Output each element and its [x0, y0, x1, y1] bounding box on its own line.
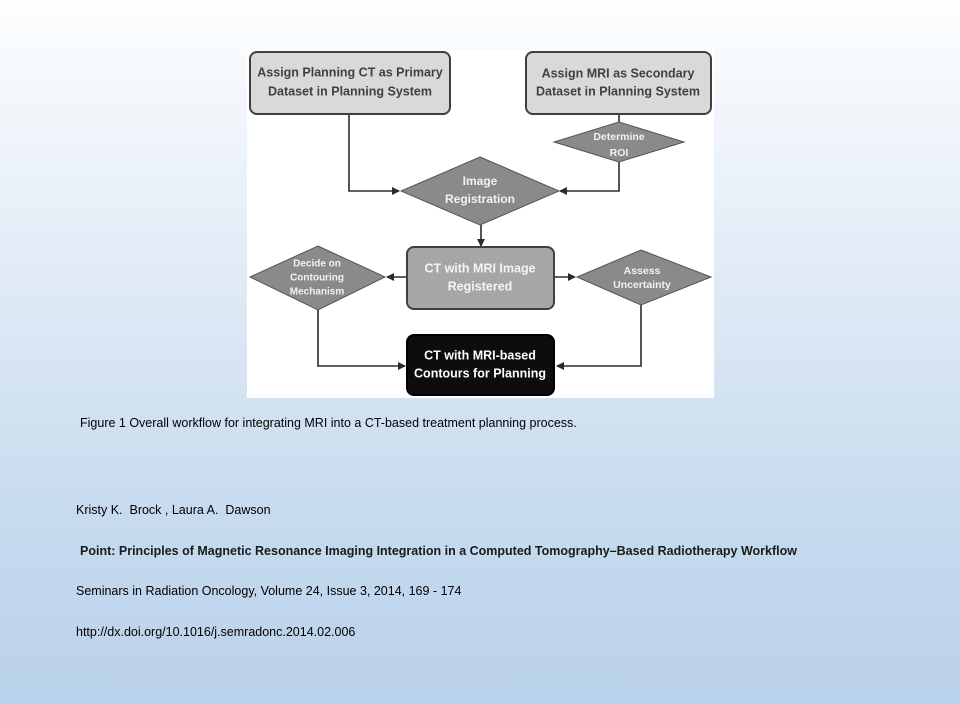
assess-uncertainty-decision	[577, 250, 711, 305]
svg-text:Determine: Determine	[593, 130, 645, 143]
svg-text:Assign MRI as Secondary: Assign MRI as Secondary	[541, 66, 695, 81]
workflow-figure	[247, 50, 714, 398]
svg-text:Registered: Registered	[447, 279, 513, 294]
image-registration-decision	[401, 157, 559, 225]
svg-text:Mechanism: Mechanism	[289, 286, 345, 298]
article-title: Point: Principles of Magnetic Resonance Imaging Integration in a Computed Tomography–Based Radiotherapy Workflow	[80, 544, 797, 558]
svg-text:Assess: Assess	[623, 264, 661, 277]
secondary-dataset-box	[526, 52, 711, 114]
authors: Kristy K. Brock , Laura A. Dawson	[76, 503, 271, 517]
primary-dataset-box	[250, 52, 450, 114]
doi-link[interactable]: http://dx.doi.org/10.1016/j.semradonc.2014.02.006	[76, 625, 356, 639]
determine-roi-decision	[554, 122, 684, 162]
arrow-roi-to-registration	[560, 162, 619, 191]
svg-text:CT with MRI-based: CT with MRI-based	[424, 348, 536, 363]
svg-text:ROI: ROI	[609, 146, 629, 159]
figure-caption: Figure 1 Overall workflow for integrating MRI into a CT-based treatment planning process.	[80, 416, 577, 430]
svg-text:Dataset in Planning System: Dataset in Planning System	[268, 84, 432, 99]
svg-text:Registration: Registration	[444, 192, 516, 207]
svg-text:Uncertainty: Uncertainty	[613, 278, 671, 291]
svg-text:Contouring: Contouring	[290, 272, 344, 284]
ct-mri-registered-box	[407, 247, 554, 309]
ct-mri-contours-box	[407, 335, 554, 395]
contouring-mechanism-decision	[250, 246, 385, 310]
svg-text:CT with MRI Image: CT with MRI Image	[424, 261, 536, 276]
svg-text:Image: Image	[462, 174, 498, 189]
svg-text:Decide on: Decide on	[293, 258, 341, 270]
arrow-uncertainty-to-final	[557, 305, 641, 366]
svg-text:Contours for Planning: Contours for Planning	[414, 366, 546, 381]
svg-text:Assign Planning CT as Primary: Assign Planning CT as Primary	[257, 65, 443, 80]
arrow-contouring-to-final	[318, 310, 405, 366]
workflow-diagram	[247, 50, 714, 398]
svg-text:Dataset in Planning System: Dataset in Planning System	[536, 84, 700, 99]
journal-citation: Seminars in Radiation Oncology, Volume 24, Issue 3, 2014, 169 - 174	[76, 584, 462, 598]
